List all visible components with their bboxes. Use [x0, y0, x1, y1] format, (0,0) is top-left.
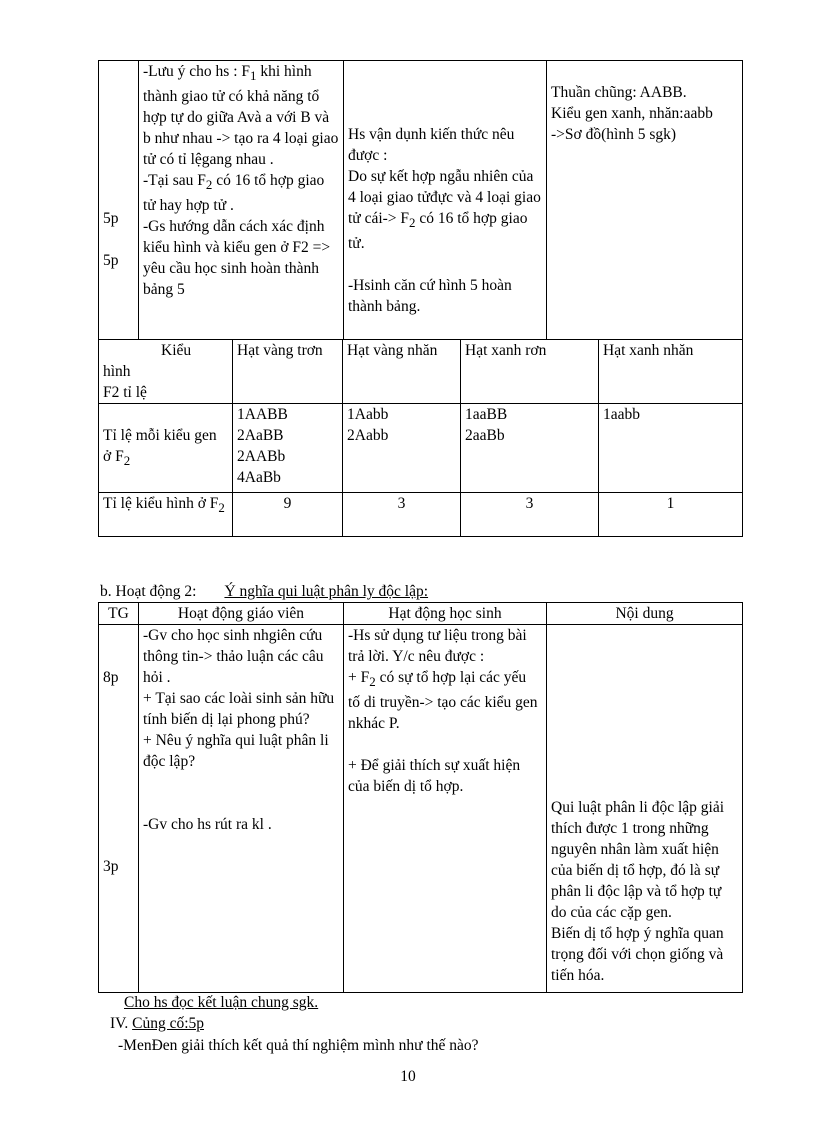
genotype-ratio: 1aaBB 2aaBb — [461, 404, 599, 493]
student-note: Hs vận dụnh kiến thức nêu được : — [348, 126, 515, 164]
review-question: -MenĐen giải thích kết quả thí nghiệm mình như thế nào? — [118, 1037, 479, 1054]
student-note: -Hs sử dụng tư liệu trong bài trả lời. Y/c nêu được : — [348, 627, 527, 665]
time-cell — [99, 61, 139, 340]
content-paragraph: Qui luật phân li độc lập giải thích được 1 trong những nguyên nhân làm xuất hiện của biến dị tổ hợp, đó là sự phân li độc lập và tổ hợp tự do của các cặp gen. — [551, 799, 725, 921]
genotype-ratio: 1aabb — [599, 404, 743, 493]
column-header: Hạt động học sinh — [344, 603, 547, 625]
teacher-activity-cell — [139, 61, 344, 340]
bottom-activity-table — [98, 602, 743, 993]
student-activity-cell — [344, 625, 547, 993]
section-iv-heading: IV. Củng cố:5p — [110, 1015, 205, 1032]
teacher-note: + Tại sao các loài sinh sản hữu tính biến dị lại phong phú? — [143, 690, 335, 728]
time-value: 5p — [103, 210, 119, 227]
time-value: 3p — [103, 858, 119, 875]
content-line: ->Sơ đồ(hình 5 sgk) — [551, 126, 677, 143]
phenotype-ratio: 1 — [599, 493, 743, 537]
teacher-note: + Nêu ý nghĩa qui luật phân li độc lập? — [143, 732, 329, 770]
phenotype-ratio: 3 — [343, 493, 461, 537]
top-activity-table — [98, 60, 743, 340]
phenotype-ratio: 3 — [461, 493, 599, 537]
genotype-ratio: 1Aabb 2Aabb — [343, 404, 461, 493]
time-value: 5p — [103, 252, 119, 269]
student-note: -Hsinh căn cứ hình 5 hoàn thành bảng. — [348, 277, 512, 316]
content-line: Thuần chũng: AABB. — [551, 84, 687, 101]
student-activity-cell — [344, 61, 547, 340]
column-header: Hạt vàng nhăn — [343, 340, 461, 404]
student-note: + Để giải thích sự xuất hiện của biến dị tổ hợp. — [348, 757, 521, 796]
column-header: TG — [99, 603, 139, 625]
student-note: Do sự kết hợp ngẫu nhiên của 4 loại giao tửđực và 4 loại giao tử cái-> $F_2$ có 16 tổ hợp giao tử. — [348, 168, 541, 253]
time-cell — [99, 625, 139, 993]
section-title: Ý nghĩa qui luật phân ly độc lập: — [224, 583, 429, 600]
content-line: Kiểu gen xanh, nhăn:aabb — [551, 105, 713, 122]
row-label: Tỉ lệ mỗi kiểu gen ở $F_2$ — [99, 404, 233, 493]
f2-ratio-table — [98, 339, 743, 537]
column-header: Nội dung — [547, 603, 743, 625]
column-header: Hạt xanh rơn — [461, 340, 599, 404]
content-paragraph: Biến dị tổ hợp ý nghĩa quan trọng đối với chọn giống và tiến hóa. — [551, 925, 724, 984]
teacher-note: -Tại sau $F_2$ có 16 tổ hợp giao tử hay hợp tử . — [143, 172, 325, 215]
phenotype-ratio: 9 — [233, 493, 343, 537]
content-cell — [547, 61, 743, 340]
student-note: + $F_2$ có sự tổ hợp lại các yếu tố di truyền-> tạo các kiểu gen nkhác P. — [348, 669, 538, 733]
table-corner-label: Kiểu hình F2 tỉ lệ — [99, 340, 233, 404]
teacher-note: -Gv cho học sinh nhgiên cứu thông tin-> thảo luận các câu hỏi . — [143, 627, 324, 686]
teacher-note: -Lưu ý cho hs : $F_1$ khi hình thành giao tử có khả năng tổ hợp tự do giữa Avà a với B và b như nhau -> tạo ra 4 loại giao tử có tỉ lệgang nhau . — [143, 63, 339, 169]
page-number: 10 — [400, 1068, 416, 1085]
conclusion-note: Cho hs đọc kết luận chung sgk. — [124, 994, 319, 1011]
content-cell — [547, 625, 743, 993]
time-value: 8p — [103, 669, 119, 686]
row-label: Tỉ lệ kiểu hình ở $F_2$ — [99, 493, 233, 537]
teacher-note: -Gs hướng dẫn cách xác định kiểu hình và kiểu gen ở F2 => yêu cầu học sinh hoàn thành bảng 5 — [143, 218, 331, 299]
teacher-activity-cell — [139, 625, 344, 993]
genotype-ratio: 1AABB 2AaBB 2AABb 4AaBb — [233, 404, 343, 493]
column-header: Hoạt động giáo viên — [139, 603, 344, 625]
section-prefix: b. Hoạt động 2: — [100, 583, 197, 600]
teacher-note: -Gv cho hs rút ra kl . — [143, 816, 272, 833]
column-header: Hạt xanh nhăn — [599, 340, 743, 404]
section-heading — [100, 581, 428, 602]
column-header: Hạt vàng trơn — [233, 340, 343, 404]
